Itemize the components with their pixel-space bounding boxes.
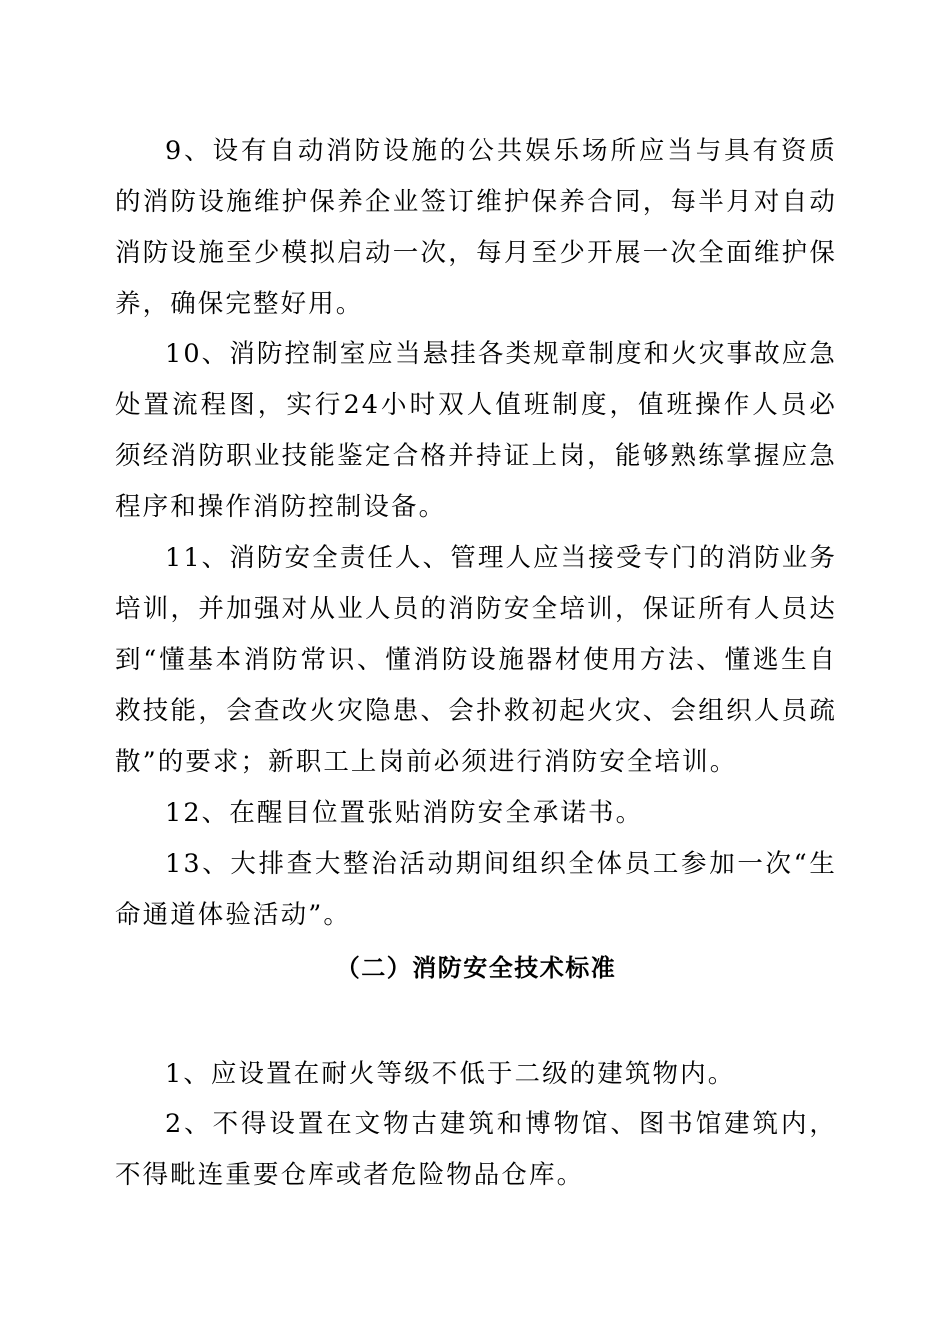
section-item-2: 2、不得设置在文物古建筑和博物馆、图书馆建筑内，不得毗连重要仓库或者危险物品仓库。: [115, 1109, 837, 1190]
paragraph-item-11: 11、消防安全责任人、管理人应当接受专门的消防业务培训，并加强对从业人员的消防安全培训，保证所有人员达到“懂基本消防常识、懂消防设施器材使用方法、懂逃生自救技能，会查改火灾隐患、会扑救初起火灾、会组织人员疏散”的要求；新职工上岗前必须进行消防安全培训。: [115, 543, 837, 777]
paragraph-item-10: 10、消防控制室应当悬挂各类规章制度和火灾事故应急处置流程图，实行24小时双人值班制度，值班操作人员必须经消防职业技能鉴定合格并持证上岗，能够熟练掌握应急程序和操作消防控制设备。: [115, 339, 837, 522]
paragraph-item-9: 9、设有自动消防设施的公共娱乐场所应当与具有资质的消防设施维护保养企业签订维护保养合同，每半月对自动消防设施至少模拟启动一次，每月至少开展一次全面维护保养，确保完整好用。: [115, 136, 837, 319]
paragraph-item-12: 12、在醒目位置张贴消防安全承诺书。: [165, 798, 644, 828]
section-heading: （二）消防安全技术标准: [335, 954, 617, 982]
paragraph-item-13: 13、大排查大整治活动期间组织全体员工参加一次“生命通道体验活动”。: [115, 849, 837, 930]
section-item-1: 1、应设置在耐火等级不低于二级的建筑物内。: [165, 1059, 736, 1089]
